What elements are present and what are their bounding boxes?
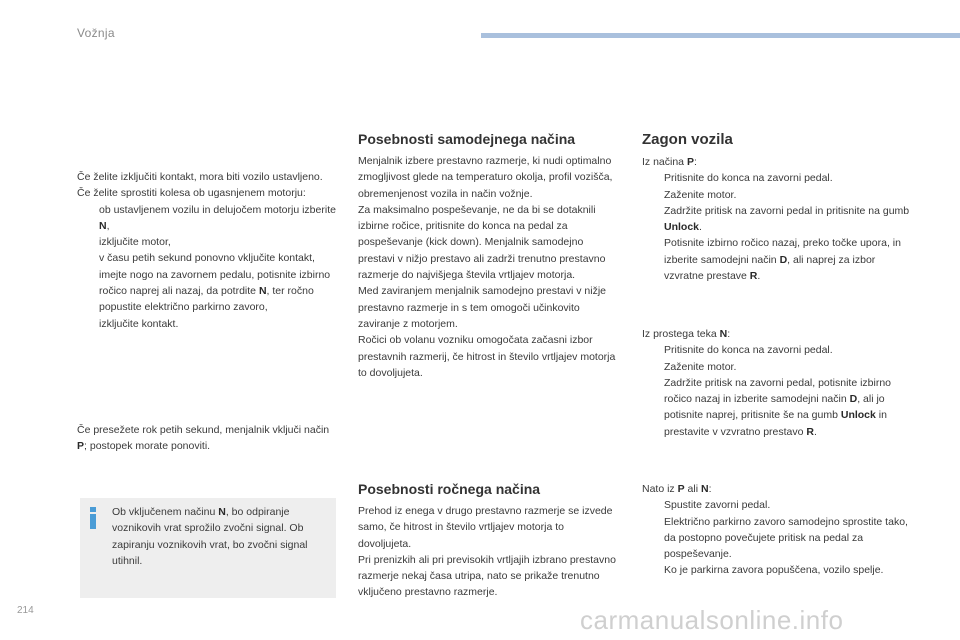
list-item: izključite motor, [99, 236, 171, 249]
list-item: Ko je parkirna zavora popuščena, vozilo spelje. [664, 564, 884, 577]
list-item: imejte nogo na zavornem pedalu, potisnite izbirno ročico naprej ali nazaj, da potrdite N, ter ročno popustite električno parkirno zavoro, [99, 268, 331, 314]
list-item: Potisnite izbirno ročico nazaj, preko točke upora, in izberite samodejni način D, ali naprej za izbor vzvratne prestave R. [664, 237, 901, 283]
paragraph-release-wheels: Če želite sprostiti kolesa ob ugasnjenem motorju: [77, 187, 306, 200]
list-item: Pritisnite do konca na zavorni pedal. [664, 172, 833, 185]
list-item: Zadržite pritisk na zavorni pedal in pritisnite na gumb Unlock. [664, 204, 910, 234]
manual-mode-text: Prehod iz enega v drugo prestavno razmerje se izvede samo, če hitrost in število vrtljajev motorja to dovoljujeta. Pri prenizkih ali pri previsokih vrtljajih izbrano prestavno razmerje nekaj časa utripa, nato se prikaže trenutno vključeno prestavno razmerje. [358, 505, 616, 599]
list-item: Zaženite motor. [664, 360, 737, 373]
info-text: Ob vključenem načinu N, bo odpiranje voznikovih vrat sprožilo zvočni signal. Ob zapiranju voznikovih vrat, bo zvočni signal utihnil. [112, 506, 308, 567]
watermark: carmanualsonline.info [580, 605, 844, 635]
list-item: Električno parkirno zavoro samodejno sprostite tako, da postopno povečujete pritisk na pedal za pospeševanje. [664, 515, 908, 561]
list-item: Zaženite motor. [664, 188, 737, 201]
info-icon [88, 507, 98, 529]
list-item: ob ustavljenem vozilu in delujočem motorju izberite N, [99, 203, 336, 232]
list-item: Spustite zavorni pedal. [664, 499, 771, 512]
heading-start-vehicle: Zagon vozila [642, 131, 733, 148]
list-item: v času petih sekund ponovno vključite kontakt, [99, 252, 315, 265]
start-from-n: Iz prostega teka N: Pritisnite do konca na zavorni pedal. Zaženite motor. Zadržite pritisk na zavorni pedal, potisnite izbirno ročico nazaj in izberite samodejni način D, ali jo potisnite naprej, pritisnite še na gumb Unlock in prestavite v vzvratno prestavo R. [642, 326, 912, 440]
list-item: izključite kontakt. [99, 317, 179, 330]
list-item: Pritisnite do konca na zavorni pedal. [664, 344, 833, 357]
paragraph-stop-contact: Če želite izključiti kontakt, mora biti vozilo ustavljeno. [77, 171, 323, 183]
header-accent-bar [481, 33, 960, 38]
page-number: 214 [17, 605, 34, 616]
info-box [80, 498, 336, 598]
start-from-p: Iz načina P: Pritisnite do konca na zavorni pedal. Zaženite motor. Zadržite pritisk na zavorni pedal in pritisnite na gumb Unlock. Potisnite izbirno ročico nazaj, preko točke upora, in izberite samodejni način D, ali naprej za izbor vzvratne prestave R. [642, 154, 912, 284]
automatic-mode-text: Menjalnik izbere prestavno razmerje, ki nudi optimalno zmogljivost glede na temperaturo okolja, profil vozišča, obremenjenost vozila in način vožnje. Za maksimalno pospeševanje, ne da bi se dotaknili izbirne ročice, pritisnite do konca na pedal za pospeševanje (kick down). Menjalnik samodejno prestavi v nižjo prestavo ali zadrži trenutno prestavno razmerje do najvišjega števila vrtljajev motorja. Med zaviranjem menjalnik samodejno prestavi v nižje prestavno razmerje in s tem omogoči učinkovito zaviranje z motorjem. Ročici ob volanu vozniku omogočata začasni izbor prestavnih razmerij, če hitrost in število vrtljajev motorja to dovoljujeta. [358, 155, 616, 379]
list-item: Zadržite pritisk na zavorni pedal, potisnite izbirno ročico nazaj in izberite samodejni način D, ali jo potisnite naprej, pritisnite še na gumb Unlock in prestavite v vzvratno prestavo R. [664, 376, 892, 438]
timeout-note: Če presežete rok petih sekund, menjalnik vključi način P; postopek morate ponoviti. [77, 424, 330, 453]
left-column [77, 169, 339, 332]
section-header: Vožnja [77, 26, 115, 40]
then-from-p-or-n: Nato iz P ali N: Spustite zavorni pedal. Električno parkirno zavoro samodejno sprostite tako, da postopno povečujete pritisk na pedal za pospeševanje. Ko je parkirna zavora popuščena, vozilo spelje. [642, 481, 912, 579]
heading-automatic-mode: Posebnosti samodejnega načina [358, 131, 576, 147]
heading-manual-mode: Posebnosti ročnega načina [358, 481, 541, 497]
release-steps-list [77, 202, 339, 332]
